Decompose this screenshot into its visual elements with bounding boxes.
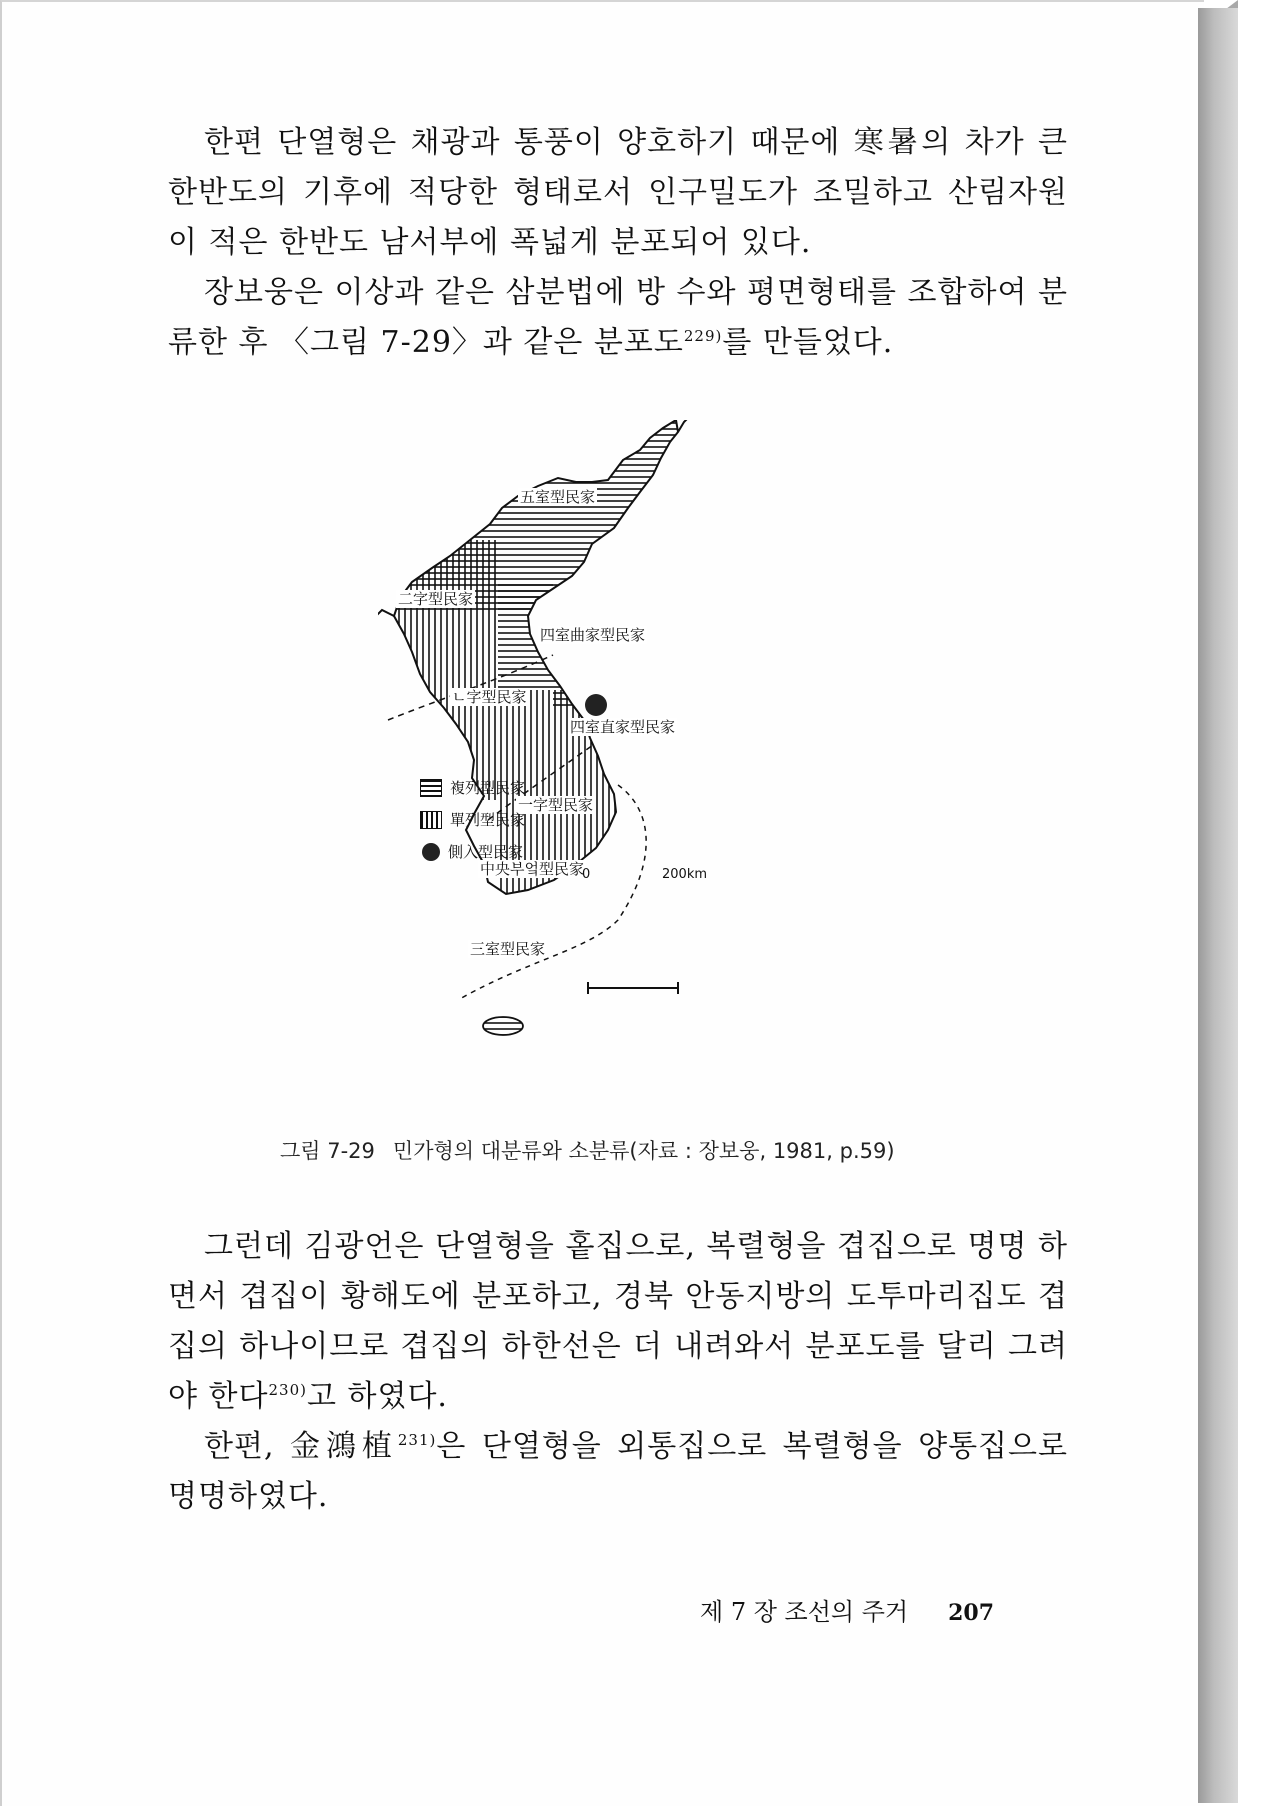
page-edge-shadow bbox=[1198, 8, 1238, 1803]
scale-start: 0 bbox=[582, 867, 591, 882]
body-text-top bbox=[168, 118, 1068, 368]
footnote-ref-230: 230) bbox=[268, 1381, 307, 1399]
legend-side-entry-label: 側入型民家 bbox=[448, 843, 524, 861]
paragraph-3-text: 그런데 김광언은 단열형을 홑집으로, 복렬형을 겹집으로 명명 하면서 겹집이 황해도에 분포하고, 경북 안동지방의 도투마리집도 겹집의 하나이므로 겹집의 하한선은 더 내려와서 분포도를 달리 그려야 한다 bbox=[168, 1229, 1068, 1414]
body-text-bottom bbox=[168, 1222, 1068, 1522]
west-border bbox=[378, 610, 394, 620]
paragraph-2 bbox=[168, 268, 1068, 368]
label-two-char: 二字型民家 bbox=[398, 590, 474, 608]
north-border bbox=[678, 420, 690, 432]
paragraph-2-tail: 를 만들었다. bbox=[722, 325, 894, 360]
page-footer bbox=[700, 1592, 994, 1627]
label-three-room: 三室型民家 bbox=[470, 940, 546, 958]
footnote-ref-231: 231) bbox=[397, 1431, 437, 1449]
page-number: 207 bbox=[948, 1600, 995, 1626]
legend-side-entry bbox=[420, 842, 523, 862]
korea-map bbox=[378, 420, 848, 1120]
paragraph-1: 한편 단열형은 채광과 통풍이 양호하기 때문에 寒暑의 차가 큰 한반도의 기후에 적당한 형태로서 인구밀도가 조밀하고 산림자원이 적은 한반도 남서부에 폭넓게 분포되어 있다. bbox=[168, 125, 1068, 260]
region-single-row-west bbox=[378, 540, 498, 800]
paragraph-4-tail: 은 단열형을 외통집으로 복렬형을 양통집으로 명명하였다. bbox=[168, 1429, 1068, 1514]
figure-caption bbox=[280, 1135, 980, 1165]
black-dot-icon bbox=[422, 843, 440, 861]
paragraph-4-text: 한편, 金鴻植 bbox=[204, 1429, 398, 1464]
label-l-shape: ㄴ字型民家 bbox=[452, 688, 527, 706]
paragraph-4 bbox=[168, 1422, 1068, 1522]
label-five-room: 五室型民家 bbox=[520, 488, 596, 506]
label-central-floor: 中央부엌型民家 bbox=[480, 860, 584, 878]
horizontal-hatch-icon bbox=[420, 779, 442, 797]
chapter-title: 제 7 장 조선의 주거 bbox=[700, 1598, 909, 1626]
paragraph-3 bbox=[168, 1222, 1068, 1422]
legend-multi-row-label: 複列型民家 bbox=[450, 779, 526, 797]
legend-multi-row bbox=[420, 778, 525, 798]
vertical-hatch-icon bbox=[420, 811, 442, 829]
paragraph-3-tail: 고 하였다. bbox=[306, 1379, 448, 1414]
label-four-room-curve: 四室曲家型民家 bbox=[540, 626, 646, 644]
jeju-island bbox=[483, 1017, 523, 1035]
label-four-room-straight: 四室直家型民家 bbox=[570, 718, 676, 736]
scale-end: 200km bbox=[662, 867, 708, 882]
footnote-ref-229: 229) bbox=[683, 327, 723, 345]
side-entry-marker bbox=[585, 694, 607, 716]
map-hatching bbox=[378, 420, 848, 910]
figure-map bbox=[378, 420, 848, 1120]
figure-number: 그림 7-29 bbox=[280, 1139, 375, 1163]
label-one-char: 一字型民家 bbox=[518, 796, 594, 814]
legend-single-row-label: 單列型民家 bbox=[450, 811, 526, 829]
paragraph-2-text: 장보웅은 이상과 같은 삼분법에 방 수와 평면형태를 조합하여 분류한 후 〈그림 7-29〉과 같은 분포도 bbox=[168, 275, 1068, 360]
legend-single-row bbox=[420, 810, 525, 830]
caption-text: 민가형의 대분류와 소분류(자료 : 장보웅, 1981, p.59) bbox=[392, 1139, 895, 1163]
